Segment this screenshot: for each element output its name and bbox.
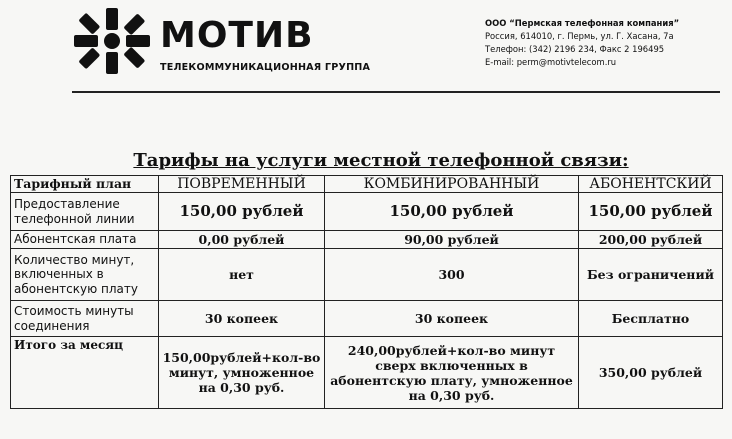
cell-value: 90,00 рублей [325, 231, 579, 249]
cell-value: 150,00рублей+кол-во минут, умноженное на 0,30 руб. [159, 337, 325, 409]
cell-value: Бесплатно [579, 301, 723, 337]
table-row [11, 193, 723, 231]
brand-tagline: ТЕЛЕКОММУНИКАЦИОННАЯ ГРУППА [160, 62, 371, 73]
company-contacts [485, 17, 679, 69]
column-header-combined: КОМБИНИРОВАННЫЙ [325, 176, 579, 193]
cell-value: 300 [325, 249, 579, 301]
cell-value: 0,00 рублей [159, 231, 325, 249]
cell-value: нет [159, 249, 325, 301]
cell-value: 30 копеек [325, 301, 579, 337]
table-header-row [11, 176, 723, 193]
brand-name: МОТИВ [160, 15, 314, 56]
column-header-subscription: АБОНЕНТСКИЙ [579, 176, 723, 193]
company-phone: Телефон: (342) 2196 234, Факс 2 196495 [485, 44, 665, 54]
row-label: Количество минут, включенных в абонентскую плату [11, 249, 159, 301]
cell-value: 240,00рублей+кол-во минут сверх включенных в абонентскую плату, умноженное на 0,30 руб. [325, 337, 579, 409]
table-row [11, 249, 723, 301]
cell-value: 150,00 рублей [159, 193, 325, 231]
company-name: ООО “Пермская телефонная компания” [485, 18, 680, 28]
row-label: Абонентская плата [11, 231, 159, 249]
company-address: Россия, 614010, г. Пермь, ул. Г. Хасана, 7а [485, 31, 674, 41]
motiv-logo-icon [72, 6, 152, 76]
cell-value: 350,00 рублей [579, 337, 723, 409]
cell-value: 150,00 рублей [325, 193, 579, 231]
cell-value: Без ограничений [579, 249, 723, 301]
column-header-timed: ПОВРЕМЕННЫЙ [159, 176, 325, 193]
table-row [11, 231, 723, 249]
row-label: Стоимость минуты соединения [11, 301, 159, 337]
row-label: Итого за месяц [11, 337, 159, 409]
cell-value: 200,00 рублей [579, 231, 723, 249]
table-row [11, 337, 723, 409]
column-header-plan: Тарифный план [11, 176, 159, 193]
table-row [11, 301, 723, 337]
header-divider [72, 91, 720, 93]
document-title: Тарифы на услуги местной телефонной связи: [133, 150, 629, 171]
cell-value: 30 копеек [159, 301, 325, 337]
tariff-table [10, 175, 723, 409]
cell-value: 150,00 рублей [579, 193, 723, 231]
company-email: E-mail: perm@motivtelecom.ru [485, 57, 617, 67]
row-label: Предоставление телефонной линии [11, 193, 159, 231]
